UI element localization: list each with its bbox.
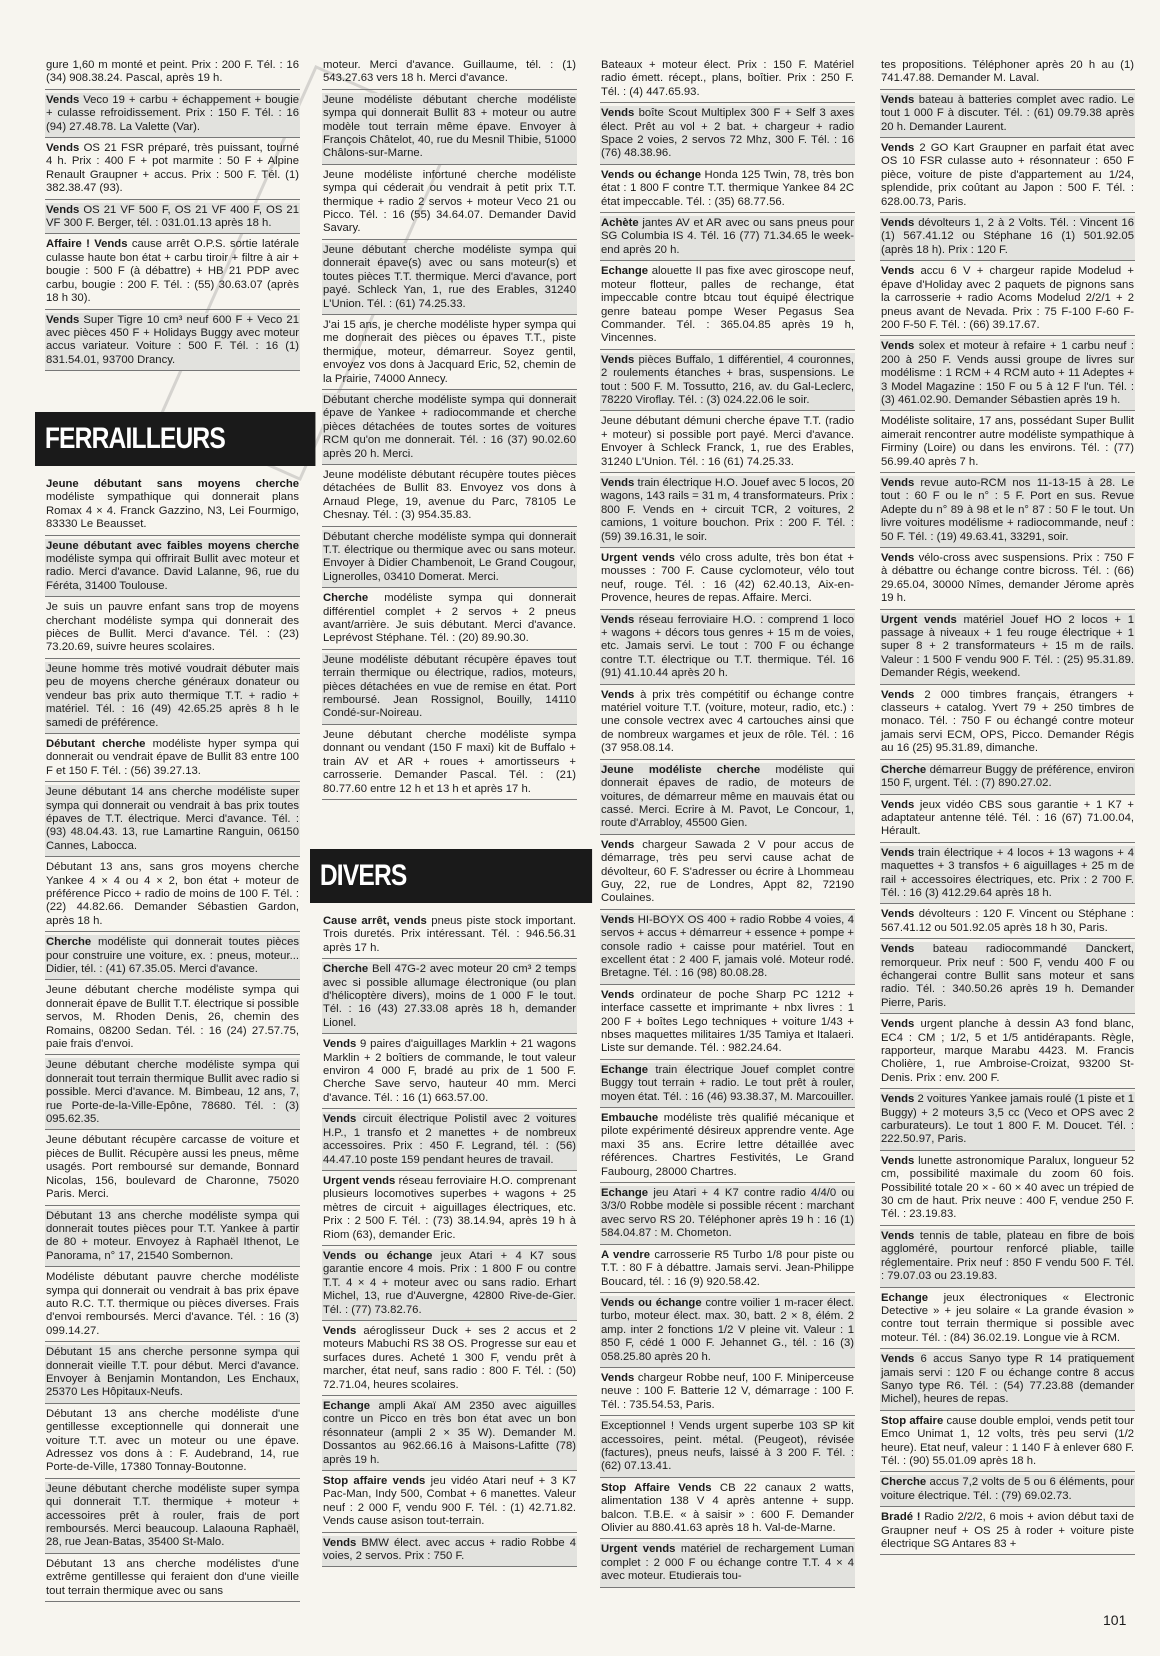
classified-ad bbox=[45, 983, 300, 1055]
ad-text: Bell 47G-2 avec moteur 20 cm³ 2 temps avec si possible allumage électronique (ou plan d'hélicoptère divers), moins de 1 000 F le tout. Tél. : 16 (43) 27.33.08 après 18 h, demander Lionel. bbox=[323, 963, 576, 1029]
ad-heading: Vends bbox=[46, 203, 80, 216]
ad-text: Débutant cherche modéliste sympa qui donnerait T.T. électrique ou thermique avec ou sans moteur. Envoyer à Didier Chambenoit, Le Grand Cougour, Lignerolles, 03410 Domerat. Merci. bbox=[323, 530, 576, 583]
ad-text: Jeune modéliste débutant récupère épaves tout terrain thermique ou électrique, radios, moteurs, pièces détachées en vue de remise en état. Port remboursé. Jean Rossignol, Bouilly, 14110 Condé-sur-Noireau. bbox=[323, 653, 576, 720]
ad-text: boîte Scout Multiplex 300 F + Self 3 axes élect. Prêt au vol + 2 bat. + chargeur + radio Space 2 voies, 2 servos 72 Mhz, 300 F. Tél. : 16 (76) 48.38.96. bbox=[601, 107, 854, 160]
section-heading-divers: DIVERS bbox=[310, 849, 592, 903]
ad-heading: Vends bbox=[46, 142, 80, 155]
classified-ad bbox=[45, 1209, 300, 1268]
ad-heading: Débutant cherche bbox=[46, 737, 146, 750]
ad-heading: Vends bbox=[323, 1536, 357, 1549]
classified-ad bbox=[880, 1092, 1135, 1151]
ad-text: vélo-cross avec suspensions. Prix : 750 F à débattre ou échange contre bicross. Tél. : (66) 29.65.04, 30000 Nîmes, demander Jérome après 19 h. bbox=[881, 552, 1134, 605]
ad-text: Jeune homme très motivé voudrait débuter mais peu de moyens cherche généraux donateur ou vendeur bas prix auto thermique T.T. + radio + matériel. Tél. : 16 (49) 42.65.25 après 8 h le samedi de préférence. bbox=[46, 662, 299, 729]
ad-text: 2 000 timbres français, étrangers + classeurs + catalog. Yvert 79 + 250 timbres de monaco. Tél. : 750 F ou échangé contre moteur jamais servi ECM, OPS, Picco. Demander Régis au 16 (25) 95.31.89, dimanche. bbox=[881, 688, 1134, 755]
classified-ad bbox=[600, 476, 855, 548]
ad-text: train électrique + 4 locos + 13 wagons + 4 maquettes + 3 transfos + 6 aiguillages + 25 m de rail + accessoires électriques, etc. Prix : 2 700 F. Tél. : 16 (3) 412.29.64 après 18 h. bbox=[881, 846, 1134, 899]
classified-ad bbox=[880, 1510, 1135, 1555]
ad-text: contre voilier 1 m-racer élect. turbo, moteur élect. max. 30, batt. 2 × 8, élém. 2 amp. inter 2 fonctions 1/2 V pleine vit. Valeur : 1 850 F, cédé 1 000 F. Jehannet G., tél. : 16 (3) 058.25.80 après 20 h. bbox=[601, 1296, 854, 1363]
ad-text: lunette astronomique Paralux, longueur 52 cm, possibilité maximale du zoom 60 fois. Possibilité totale 20 × - 60 × 40 avec un trépied de 30 cm de haut. Prix neuve : 400 F, vendue 250 F. Tél. : 23.19.83. bbox=[881, 1154, 1134, 1221]
classified-ad bbox=[322, 318, 577, 390]
classified-ad bbox=[880, 264, 1135, 336]
classified-ad bbox=[322, 728, 577, 800]
ad-text: train électrique H.O. Jouef avec 5 locos, 20 wagons, 143 rails = 31 m, 4 transformateurs. Prix : 800 F. Vends en + circuit TCR, 2 voitures, 2 camions, 1 voiture bouchon. Prix : 200 F. Tél. : (59) 39.16.31, le soir. bbox=[601, 476, 854, 543]
classified-ad bbox=[322, 1174, 577, 1246]
ad-heading: Urgent vends bbox=[601, 552, 675, 564]
ad-text: modéliste très qualifié mécanique et pilote expérimenté désireux apprendre vente. Age maxi 35 ans. Ecrire lettre détaillée avec références. Chartres Festivités, Le Grand Faubourg, 28000 Chartres. bbox=[601, 1112, 854, 1178]
ad-heading: Vends bbox=[881, 1154, 915, 1167]
ad-heading: Vends bbox=[323, 1113, 357, 1126]
ad-heading: Vends ou échange bbox=[601, 1296, 702, 1309]
ad-heading: Urgent vends bbox=[323, 1174, 396, 1187]
classified-ad bbox=[600, 216, 855, 261]
classified-ad bbox=[45, 93, 300, 138]
classified-ad bbox=[322, 1112, 577, 1171]
classified-ad bbox=[322, 393, 577, 465]
classified-ad bbox=[45, 1270, 300, 1342]
ad-text: gure 1,60 m monté et peint. Prix : 200 F. Tél. : 16 (34) 908.38.24. Pascal, après 19 h. bbox=[46, 59, 299, 85]
ad-text: 2 voitures Yankee jamais roulé (1 piste et 1 Buggy) + 2 moteurs 3,5 cc (Veco et OPS avec 2 carburateurs). Le tout 1 800 F. M. Doucet. Tél. : 222.50.97, Paris. bbox=[881, 1093, 1134, 1146]
classified-ad bbox=[45, 313, 300, 372]
ad-text: Modéliste débutant pauvre cherche modéliste sympa qui donnerait ou vendrait à bas prix épave auto R.C. T.T. thermique ou pièces diverses. Frais d'envoi remboursés. Merci d'avance. Tél. : 16 (3) 099.14.27. bbox=[46, 1271, 299, 1337]
column-1-bottom bbox=[45, 477, 300, 1605]
ad-heading: Cherche bbox=[881, 763, 927, 776]
classified-ad bbox=[322, 1536, 577, 1568]
ad-text: CB 22 canaux 2 watts, alimentation 138 V 4 après antenne + supp. balcon. T.B.E. « à saisir » : 600 F. Demander Olivier au 880.41.63 après 18 h. Val-de-Marne. bbox=[601, 1481, 854, 1534]
ad-heading: Embauche bbox=[601, 1112, 659, 1125]
ad-heading: Cherche bbox=[46, 936, 92, 949]
ad-text: Jeune débutant cherche modéliste super sympa qui donnerait T.T. thermique + moteur + accessoires prêt à rouler, frais de port remboursés. Merci beaucoup. Lalaouna Raphaël, 28, rue Jean-Batas, 35400 St-Malo. bbox=[46, 1482, 299, 1549]
ad-text: dévolteurs 1, 2 à 2 Volts. Tél. : Vincent 16 (1) 567.41.12 ou Stéphane 16 (1) 501.92.05 (après 18 h). Prix : 120 F. bbox=[881, 217, 1134, 256]
classified-ad bbox=[880, 942, 1135, 1014]
classified-ad bbox=[600, 1186, 855, 1245]
ad-text: Jeune débutant démuni cherche épave T.T. (radio + moteur) si possible port payé. Merci d'avance. Envoyer à Schleck Franck, 1, rue des Erables, 31240 L'Union. Tél. : 16 (61) 74.25.33. bbox=[601, 415, 854, 468]
ad-text: modéliste hyper sympa qui donnerait ou vendrait épave de Bullit 83 entre 100 F et 150 F. Tél. : (56) 39.27.13. bbox=[46, 737, 299, 777]
classified-ad bbox=[322, 591, 577, 650]
classified-ad bbox=[600, 1063, 855, 1108]
classified-ad bbox=[45, 1482, 300, 1554]
ad-text: 2 GO Kart Graupner en parfait état avec OS 10 FSR culasse auto + résonnateur : 650 F pièce, voiture de piste d'appartement au 1/24, splendide, prix coûtant au Japon : 500 F. Tél. : 628.00.73, Paris. bbox=[881, 142, 1134, 208]
classified-ad bbox=[880, 688, 1135, 760]
classified-ad bbox=[880, 1352, 1135, 1411]
ad-heading: Vends bbox=[601, 913, 635, 926]
ad-heading: Cherche bbox=[323, 963, 369, 976]
classified-ad bbox=[322, 530, 577, 589]
classified-ad bbox=[880, 551, 1135, 610]
classified-ad bbox=[880, 1475, 1135, 1507]
classified-ad bbox=[45, 1557, 300, 1602]
classified-ad bbox=[600, 58, 855, 103]
classified-ad bbox=[322, 58, 577, 90]
ad-text: Débutant 13 ans cherche modéliste sympa qui donnerait toutes pièces pour T.T. Yankee à partir de 80 + moteur. Envoyez à Raphaël Ithenot, Le Panorama, n° 17, 21540 Sombernon. bbox=[46, 1209, 299, 1262]
classified-ad bbox=[600, 551, 855, 610]
ad-text: chargeur Robbe neuf, 100 F. Miniperceuse neuve : 100 F. Batterie 12 V, démarrage : 100 F. Tél. : 735.54.53, Paris. bbox=[601, 1371, 854, 1411]
ad-text: jeu Atari + 4 K7 contre radio 4/4/0 ou 3/3/0 Robbe modèle si possible récent : marchant avec servo RS 20. Téléphoner après 19 h : 16 (1) 584.04.87 : M. Chometon. bbox=[601, 1187, 854, 1240]
classified-ad bbox=[45, 737, 300, 782]
ad-text: carrosserie R5 Turbo 1/8 pour piste ou T.T. : 80 F à débattre. Jamais servi. Jean-Philippe Boucard, tél. : 16 (9) 920.58.42. bbox=[601, 1248, 854, 1288]
ad-heading: Vends bbox=[881, 340, 915, 353]
ad-heading: Vends bbox=[601, 838, 635, 851]
ad-heading: Stop affaire bbox=[881, 1414, 944, 1427]
ad-text: BMW élect. avec accus + radio Robbe 4 voies, 2 servos. Prix : 750 F. bbox=[323, 1536, 576, 1563]
classified-ad bbox=[600, 1419, 855, 1478]
ad-heading: Affaire ! Vends bbox=[46, 238, 128, 251]
ad-text: urgent planche à dessin A3 fond blanc, EC4 : CM ; 1/2, 5 et 1/5 antidérapants. Règle, rapporteur, marque Marabu 4423. M. Francis Cholière, 1, rue Ambroise-Croizat, 93200 St-Denis. Prix : env. 200 F. bbox=[881, 1018, 1134, 1084]
classified-ad bbox=[600, 1371, 855, 1416]
classified-ad bbox=[600, 688, 855, 760]
classified-ad bbox=[322, 962, 577, 1034]
ad-text: train électrique Jouef complet contre Buggy tout terrain + radio. Le tout prêt à rouler, moyen état. Tél. : 16 (46) 93.38.37, M. Marcouiller. bbox=[601, 1063, 854, 1103]
ad-text: Débutant 13 ans, sans gros moyens cherche Yankee 4 × 4 ou 4 × 2, bon état + moteur de préférence Picco + radio de moins de 100 F. Tél. : (22) 44.82.66. Demander Sébastien Gardon, après 18 h. bbox=[46, 861, 299, 927]
classified-ad bbox=[600, 988, 855, 1060]
ad-heading: Vends bbox=[881, 1353, 915, 1366]
ad-text: modéliste sympa qui offrirait Bullit avec moteur et radio. Merci d'avance. David Lalanne, 96, rue du Féréta, 31400 Toulouse. bbox=[46, 553, 299, 592]
ad-heading: Vends bbox=[601, 476, 635, 489]
classified-ad bbox=[600, 1481, 855, 1540]
classified-ad bbox=[322, 468, 577, 527]
ad-heading: Stop affaire vends bbox=[323, 1475, 426, 1488]
ad-heading: Cherche bbox=[881, 1476, 927, 1489]
classified-ad bbox=[880, 1414, 1135, 1473]
classified-ad bbox=[880, 93, 1135, 138]
ad-text: Modéliste solitaire, 17 ans, possédant Super Bullit aimerait rencontrer autre modéliste sympathique à Firminy (Loire) ou dans les environs. Tél. : (77) 56.99.40 après 7 h. bbox=[881, 415, 1134, 468]
ad-heading: Vends bbox=[881, 798, 915, 811]
ad-text: Honda 125 Twin, 78, très bon état : 1 800 F contre T.T. thermique Yankee 84 2C état impeccable. Tél. : (35) 68.77.56. bbox=[601, 168, 854, 208]
classified-ad bbox=[600, 838, 855, 910]
classified-ad bbox=[45, 1345, 300, 1404]
ad-text: ordinateur de poche Sharp PC 1212 + interface cassette et imprimante + nbx livres : 1 200 F + boîtes Lego techniques + voiture 1/43 + nbses maquettes militaires 1/35 Tamiya et Italaeri. Liste sur demande. Tél. : 982.24.64. bbox=[601, 988, 854, 1055]
column-2-bottom bbox=[322, 914, 577, 1570]
ad-heading: Urgent vends bbox=[601, 1543, 676, 1556]
ad-text: vélo cross adulte, très bon état + mousses : 700 F. Cause cyclomoteur, vélo tout neuf, rouge. Tél. : 16 (42) 62.40.13, Aix-en-Provence, heures de repas. Affaire. Merci. bbox=[601, 552, 854, 605]
ad-heading: Jeune modéliste cherche bbox=[601, 763, 761, 776]
classified-ad bbox=[600, 168, 855, 213]
ad-heading: Jeune débutant avec faibles moyens cherche bbox=[46, 539, 299, 552]
classified-ad bbox=[322, 168, 577, 240]
ad-text: accu 6 V + chargeur rapide Modelud + épave d'Holiday avec 2 paquets de pignons sans la carrosserie + radio Acoms Modelud 2/2/1 + 2 pneus avant de Nevada. Prix : 75 F-100 F-60 F-200 F-50 F. Tél. : (66) 39.17.67. bbox=[881, 265, 1134, 331]
ad-heading: Vends bbox=[601, 1371, 635, 1384]
classified-ad bbox=[880, 763, 1135, 795]
ad-heading: Stop Affaire Vends bbox=[601, 1481, 712, 1494]
ad-text: jantes AV et AR avec ou sans pneus pour SG Columbia IS 4. Tél. 16 (77) 71.34.65 le week-end après 20 h. bbox=[601, 217, 854, 256]
section-heading-ferrailleurs: FERRAILLEURS bbox=[35, 412, 315, 466]
ad-text: pièces Buffalo, 1 différentiel, 4 couronnes, 2 roulements étanches + bras, suspensions. Le tout : 500 F. M. Tossutto, 216, av. du Gal-Leclerc, 78220 Viroflay. Tél. : (3) 024.22.06 le soir. bbox=[601, 353, 854, 406]
ad-text: HI-BOYX OS 400 + radio Robbe 4 voies, 4 servos + accus + démarreur + essence + pompe + console radio + caisse pour matériel. Tout en excellent état : 2 400 F, jamais volé. Moteur rodé. Bretagne. Tél. : 16 (98) 80.08.28. bbox=[601, 913, 854, 980]
ad-text: aéroglisseur Duck + ses 2 accus et 2 moteurs Mabuchi RS 38 OS. Progresse sur eau et surfaces dures. Acheté 1 300 F, vendu prêt à marcher, état neuf, sans radio : 800 F. Tél. : (50) 72.71.04, heures scolaires. bbox=[323, 1324, 576, 1391]
ad-heading: Vends ou échange bbox=[601, 168, 702, 181]
classified-ad bbox=[45, 58, 300, 90]
classified-ad bbox=[45, 785, 300, 857]
classified-ad bbox=[45, 539, 300, 598]
ad-text: Jeune débutant 14 ans cherche modéliste super sympa qui donnerait ou vendrait à bas prix toutes épaves de T.T. électrique. Merci d'avance. Tél. : (93) 48.04.43. 13, rue Lamartine Ranguin, 06150 Cannes, Labocca. bbox=[46, 786, 299, 852]
ad-heading: Bradé ! bbox=[881, 1511, 921, 1524]
ad-text: Veco 19 + carbu + échappement + bougie + culasse refroidissement. Prix : 150 F. Tél. : 16 (94) 27.48.78. La Valette (Var). bbox=[46, 93, 299, 133]
classified-ad bbox=[45, 600, 300, 659]
ad-heading: Cherche bbox=[323, 592, 369, 605]
classified-ad bbox=[880, 58, 1135, 90]
ad-text: Débutant cherche modéliste sympa qui donnerait épave de Yankee + radiocommande et cherche pièces détachées de toutes sortes de voitures RCM qu'on me donnerait. Tél. : 16 (37) 90.02.60 après 20 h. Merci. bbox=[323, 393, 576, 460]
column-3 bbox=[600, 58, 855, 1591]
ad-heading: Vends bbox=[46, 313, 80, 326]
classified-ad bbox=[600, 106, 855, 165]
ad-text: 6 accus Sanyo type R 14 pratiquement jamais servi : 120 F ou échange contre 8 accus Sanyo type R6. Tél. : (54) 77.23.88 (demander Michel), heures de repas. bbox=[881, 1353, 1134, 1406]
classified-ad bbox=[45, 860, 300, 932]
ad-text: J'ai 15 ans, je cherche modéliste hyper sympa qui me donnerait des pièces ou épaves T.T., piste thermique, moteur, démarreur. Soyez gentil, envoyez vos dons à Jacquard Eric, 52, chemin de la Prairie, 74000 Annecy. bbox=[323, 318, 576, 385]
classified-ad bbox=[322, 1474, 577, 1533]
ad-heading: Vends bbox=[601, 613, 635, 626]
column-1-top bbox=[45, 58, 300, 374]
ad-text: Jeune débutant cherche modéliste sympa donnant ou vendant (150 F maxi) kit de Buffalo + train AV et AR + roues + amortisseurs + carrosserie. Demander Pascal. Tél. : (21) 80.77.60 entre 12 h et 13 h et après 17 h. bbox=[323, 728, 576, 795]
ad-heading: Cause arrêt, vends bbox=[323, 915, 427, 927]
ad-heading: Vends bbox=[881, 1018, 915, 1031]
ad-text: modéliste qui donnerait toutes pièces pour construire une voiture, ex. : pneus, moteur... Didier, tél. : (41) 67.35.05. Merci d'avance. bbox=[46, 936, 299, 975]
ad-text: Jeune débutant cherche modéliste sympa qui donnerait épave(s) avec ou sans moteur(s) et toutes pièces T.T. thermique. Merci d'avance, port payé. Schleck Yan, 1, rue des Erables, 31240 L'Union. Tél. : (61) 74.25.33. bbox=[323, 243, 576, 310]
classified-ad bbox=[880, 798, 1135, 843]
ad-heading: Vends bbox=[881, 846, 915, 859]
ad-heading: Jeune débutant sans moyens cherche bbox=[46, 478, 299, 490]
ad-text: Débutant 13 ans cherche modélistes d'une extrême gentillesse qui feraient don d'une vieille tout terrain thermique avec ou sans bbox=[46, 1557, 299, 1597]
ad-text: moteur. Merci d'avance. Guillaume, tél. : (1) 543.27.63 vers 18 h. Merci d'avance. bbox=[323, 59, 576, 85]
ad-text: matériel de rechargement Luman complet : 2 000 F ou échange contre T.T. 4 × 4 avec moteur. Etudierais tou- bbox=[601, 1543, 854, 1583]
ad-text: alouette II pas fixe avec giroscope neuf, moteur flotteur, palles de rechange, état impeccable contre btcau tout équipé électrique genre bateau pompe Weser Pegasus Sea Commander. Tél. : 365.04.85 après 19 h, Vincennes. bbox=[601, 265, 854, 345]
classified-ad bbox=[880, 141, 1135, 213]
column-2-top bbox=[322, 58, 577, 803]
ad-heading: Vends bbox=[881, 552, 915, 564]
ad-text: jeu vidéo Atari neuf + 3 K7 Pac-Man, Indy 500, Combat + 6 manettes. Valeur neuf : 2 000 F, vendu 900 F. Tél. : (1) 42.71.82. Vends cause asison tout-terrain. bbox=[323, 1475, 577, 1528]
classified-ad bbox=[45, 237, 300, 309]
ad-text: bateau radiocommandé Danckert, remorqueur. Prix neuf : 500 F, vendu 400 F ou échangerai contre Bullit sans moteur et sans radio. Tél. : 340.50.26 après 19 h. Demander Pierre, Paris. bbox=[881, 943, 1134, 1009]
classified-ad bbox=[322, 653, 577, 725]
ad-text: Débutant 15 ans cherche personne sympa qui donnerait vieille T.T. pour début. Merci d'avance. Envoyer à Benjamin Montandon, Les Enchaux, 25370 Les Hôpitaux-Neufs. bbox=[46, 1346, 299, 1399]
ad-text: Radio 2/2/2, 6 mois + avion début taxi de Graupner neuf + OS 25 à roder + voiture piste électrique SG Antares 83 + bbox=[881, 1511, 1134, 1550]
classified-ad bbox=[880, 1229, 1135, 1288]
ad-heading: A vendre bbox=[601, 1248, 651, 1261]
classified-ad bbox=[600, 414, 855, 473]
ad-text: Jeune modéliste infortuné cherche modéliste sympa qui céderait ou vendrait à petit prix T.T. thermique + radio 2 servos + moteur Veco 21 ou Picco. Tél. : 16 (55) 34.64.07. Demander David Savary. bbox=[323, 168, 576, 235]
ad-text: Jeune modéliste débutant cherche modéliste sympa qui donnerait Bullit 83 + moteur ou autre modèle tout terrain même épave. Envoyer à François Châtelot, 40, rue du Mesnil Thibie, 51000 Châlons-sur-Marne. bbox=[323, 93, 576, 160]
classified-ad bbox=[600, 353, 855, 412]
classified-ad bbox=[45, 1058, 300, 1130]
classified-ad bbox=[880, 907, 1135, 939]
ad-text: modéliste sympa qui donnerait différentiel complet + 2 servos + 2 pneus avant/arrière. Je suis débutant. Merci d'avance. Leprévost Stéphane. Tél. : (20) 89.90.30. bbox=[323, 592, 576, 645]
classified-ad bbox=[600, 613, 855, 685]
ad-text: ampli Akaï AM 2350 avec aiguilles contre un Picco en très bon état avec un bon résonnateur (ampli 2 × 35 W). Demander M. Dossantos au 962.66.16 à Maisons-Lafitte (78) après 19 h. bbox=[323, 1400, 576, 1466]
classified-ad bbox=[600, 763, 855, 835]
ad-text: Super Tigre 10 cm³ neuf 600 F + Veco 21 avec pièces 450 F + Holidays Buggy avec moteur accus variateur. Voiture : 500 F. Tél. : 16 (1) 831.54.01, 93700 Drancy. bbox=[46, 313, 299, 366]
ad-heading: Vends bbox=[323, 1324, 357, 1337]
ad-text: modéliste sympathique qui donnerait plans Romax 4 × 4. Franck Gazzino, N3, Lei Fourmigo, 83330 Le Beausset. bbox=[46, 491, 299, 531]
ad-heading: Vends bbox=[881, 943, 915, 956]
ad-heading: Echange bbox=[601, 1063, 649, 1076]
classified-ad bbox=[322, 914, 577, 959]
ad-text: jeux vidéo CBS sous garantie + 1 K7 + adaptateur antenne télé. Tél. : 16 (67) 71.00.04, Hérault. bbox=[881, 798, 1134, 838]
ad-text: à prix très compétitif ou échange contre matériel voiture T.T. (voiture, moteur, radio, etc.) : une console vectrex avec 4 cartouches ainsi que de nombreux wargames et jeux de rôle. Tél. : 16 (37 958.08.14. bbox=[601, 688, 854, 755]
ad-heading: Echange bbox=[601, 265, 649, 278]
classified-ad bbox=[45, 141, 300, 200]
ad-text: Jeune débutant récupère carcasse de voiture et pièces de Bullit. Récupère aussi les pneus, même usagés. Port remboursé sur demande, Bonnard Nicolas, 156, boulevard de Charonne, 75020 Paris. Merci. bbox=[46, 1134, 299, 1201]
ad-heading: Vends bbox=[881, 688, 915, 701]
ad-heading: Vends bbox=[881, 142, 915, 155]
ad-heading: Achète bbox=[601, 217, 639, 230]
classified-ad bbox=[880, 476, 1135, 548]
ad-text: Je suis un pauvre enfant sans trop de moyens cherchant modéliste sympa qui donnerait des pièces de Bullit. Merci d'avance. Tél. : (23) 73.20.69, suivre heures scolaires. bbox=[46, 601, 299, 654]
ad-text: Bateaux + moteur élect. Prix : 150 F. Matériel radio émett. récept., plans, boîtier. Prix : 250 F. Tél. : (4) 447.65.93. bbox=[601, 59, 854, 98]
classified-ad bbox=[880, 613, 1135, 685]
classified-ad bbox=[322, 1037, 577, 1109]
classified-ad bbox=[880, 339, 1135, 411]
ad-text: matériel Jouef HO 2 locos + 1 passage à niveaux + 1 feu rouge électrique + 1 super 8 + 2 transformateurs + 15 m de rails. Valeur : 1 500 F vendu 900 F. Tél. : (25) 95.31.89. Demander Régis, weekend. bbox=[881, 613, 1134, 680]
ad-heading: Vends bbox=[601, 107, 635, 120]
ad-text: Exceptionnel ! Vends urgent superbe 103 SP kit accessoires, peint. métal. (Peugeot), révisée (factures), pneus neufs, laissé à 3 200 F. Tél. : (62) 07.13.41. bbox=[601, 1420, 854, 1473]
classified-ad bbox=[600, 1248, 855, 1293]
ad-heading: Echange bbox=[881, 1291, 929, 1304]
classified-ad bbox=[45, 662, 300, 734]
ad-text: cause arrêt O.P.S. sortie latérale culasse haute bon état + carbu tiroir + filtre à air + bougie : 500 F (à débattre) + HB 21 PDP avec carbu, bougie : 200 F. Tél. : (55) 30.63.07 (après 18 h 30). bbox=[46, 238, 299, 305]
ad-text: tennis de table, plateau en fibre de bois aggloméré, pourtour renforcé pliable, taille réglementaire. Prix neuf : 850 F vendu 500 F. Tél. : 79.07.03 ou 23.19.83. bbox=[881, 1229, 1134, 1283]
classified-ad bbox=[322, 93, 577, 165]
classified-ad bbox=[600, 1111, 855, 1183]
ad-text: modéliste qui donnerait épaves de radio, de moteurs de voitures, de démarreur même en mauvais état ou cassé. Merci. Ecrire à M. Pavot, Le Concour, 1, route d'Arrabloy, 45500 Gien. bbox=[601, 763, 854, 830]
ad-heading: Vends bbox=[601, 688, 635, 701]
ad-heading: Vends bbox=[881, 1229, 915, 1242]
classified-ad bbox=[45, 477, 300, 536]
classified-ad bbox=[600, 913, 855, 985]
ad-text: Débutant 13 ans cherche modéliste d'une gentillesse exceptionnelle qui donnerait une voiture T.T. avec un moteur ou une épave. Adressez vos dons à : F. Audebrand, 14, rue Porte-de-Ville, 17380 Tonnay-Boutonne. bbox=[46, 1407, 299, 1474]
ad-heading: Echange bbox=[601, 1187, 649, 1200]
classified-ad bbox=[322, 1399, 577, 1471]
classified-ad bbox=[322, 243, 577, 315]
ad-text: solex et moteur à refaire + 1 carbu neuf : 200 à 250 F. Vends aussi groupe de livres sur modélisme : 1 RCM + 4 RCM auto + 11 Adeptes + 3 Model Magazine : 150 F ou 5 à 12 F l'un. Tél. : (3) 461.02.90. Demander Sébastien après 19 h. bbox=[881, 340, 1134, 406]
ad-heading: Vends ou échange bbox=[323, 1249, 433, 1262]
ad-text: jeux électroniques « Electronic Detective » + jeu solaire « La grande évasion » contre tout terrain thermique si possible avec moteur. Tél. : (84) 36.02.19. Longue vie à RCM. bbox=[881, 1291, 1134, 1344]
ad-heading: Vends bbox=[601, 353, 635, 366]
ad-heading: Vends bbox=[323, 1038, 357, 1051]
column-4 bbox=[880, 58, 1135, 1558]
ad-text: jeux Atari + 4 K7 sous garantie encore 4 mois. Prix : 1 800 F ou contre T.T. 4 × 4 + moteur avec ou sans radio. Erhart Michel, 13, rue d'Auvergne, 42800 Rive-de-Gier. Tél. : (77) 73.82.76. bbox=[323, 1249, 576, 1316]
ad-heading: Vends bbox=[881, 265, 915, 278]
classified-ad bbox=[45, 203, 300, 235]
ad-text: chargeur Sawada 2 V pour accus de démarrage, très peu servi cause achat de dévolteur, 60 F. S'adresser ou écrire à Lhommeau Guy, 22, rue de Londres, Appt 82, 72190 Coulaines. bbox=[601, 838, 854, 905]
ad-heading: Vends bbox=[601, 988, 635, 1001]
classified-ad bbox=[600, 1296, 855, 1368]
classified-ad bbox=[600, 264, 855, 349]
classified-ad bbox=[45, 935, 300, 980]
classified-ad bbox=[322, 1324, 577, 1396]
ad-text: dévolteurs : 120 F. Vincent ou Stéphane : 567.41.12 ou 501.92.05 après 18 h 30, Paris. bbox=[881, 908, 1134, 934]
ad-text: accus 7,2 volts de 5 ou 6 éléments, pour voiture électrique. Tél. : (79) 69.02.73. bbox=[881, 1476, 1134, 1502]
ad-text: bateau à batteries complet avec radio. Le tout 1 000 F à discuter. Tél. : (61) 09.79.38 après 20 h. Demander Laurent. bbox=[881, 93, 1134, 133]
ad-text: tes propositions. Téléphoner après 20 h au (1) 741.47.88. Demander M. Laval. bbox=[881, 59, 1134, 85]
ad-heading: Vends bbox=[881, 1093, 915, 1106]
ad-heading: Vends bbox=[46, 93, 80, 106]
classified-ad bbox=[880, 216, 1135, 261]
page-number: 101 bbox=[1103, 1612, 1127, 1628]
classified-ad bbox=[880, 846, 1135, 905]
ad-heading: Vends bbox=[881, 217, 915, 230]
ad-text: démarreur Buggy de préférence, environ 150 F, urgent. Tél. : (7) 890.27.02. bbox=[881, 763, 1134, 790]
ad-text: Jeune débutant cherche modéliste sympa qui donnerait tout terrain thermique Bullit avec radio si possible. Merci d'avance. M. Bimbeau, 12 ans, 7, rue Porte-de-la-Ville-Epône, 78680. Tél. : (3) 095.62.35. bbox=[46, 1059, 299, 1126]
ad-text: revue auto-RCM nos 11-13-15 à 28. Le tout : 60 F ou le n° : 5 F. Port en sus. Revue Adepte du n° 89 à 98 et le n° 87 : 50 F le tout. Un livre voitures modélisme + radiocommande, neuf : 50 F. Tél. : (19) 49.63.41, 33291, soir. bbox=[881, 476, 1134, 543]
ad-text: pneus piste stock important. Trois duretés. Prix intéressant. Tél. : 946.56.31 après 17 h. bbox=[323, 915, 576, 954]
ad-text: OS 21 VF 500 F, OS 21 VF 400 F, OS 21 VF 300 F. Berger, tél. : 031.01.13 après 18 h. bbox=[46, 203, 299, 230]
classified-ad bbox=[880, 1291, 1135, 1350]
classified-ad bbox=[45, 1133, 300, 1205]
ad-text: circuit électrique Polistil avec 2 voitures H.P., 1 transfo et 2 manettes + de nombreux accessoires. Prix : 450 F. Legrand, tél. : (56) 44.47.10 poste 159 pendant heures de travail. bbox=[323, 1113, 576, 1166]
ad-heading: Vends bbox=[881, 93, 915, 106]
ad-text: réseau ferroviaire H.O. comprenant plusieurs locomotives superbes + wagons + 25 mètres de circuit + aiguillages électriques, etc. Prix : 2 500 F. Tél. : (73) 38.14.94, après 19 h à Riom (63), demander Eric. bbox=[323, 1174, 576, 1241]
ad-text: réseau ferroviaire H.O. : comprend 1 loco + wagons + décors tous genres + 15 m de voies, etc. Jamais servi. Le tout : 700 F ou échange contre T.T. électrique ou T.T. thermique. Tél. 16 (91) 41.10.44 après 20 h. bbox=[601, 613, 854, 680]
classified-ad bbox=[880, 1017, 1135, 1089]
classified-ad bbox=[45, 1407, 300, 1479]
ad-heading: Echange bbox=[323, 1400, 371, 1412]
classified-ad bbox=[880, 414, 1135, 473]
ad-text: OS 21 FSR préparé, très puissant, tourné 4 h. Prix : 400 F + pot marmite : 50 F + Alpine Renault Graupner + accus. Prix : 500 F. Tél. (1) 382.38.47 (93). bbox=[46, 142, 299, 195]
ad-heading: Vends bbox=[881, 476, 915, 489]
ad-text: cause double emploi, vends petit tour Emco Unimat 1, 12 volts, très peu servi (1/2 heure). Etat neuf, valeur : 1 140 F à enlever 680 F. Tél. : (90) 55.01.09 après 18 h. bbox=[881, 1414, 1134, 1467]
ad-text: Jeune débutant cherche modéliste sympa qui donnerait épave de Bullit T.T. électrique si possible servos, M. Rhoden Denis, 26, chemin des Romains, 08200 Sedan. Tél. : 16 (24) 27.57.75, paie frais d'envoi. bbox=[46, 984, 299, 1051]
classified-ad bbox=[600, 1542, 855, 1587]
ad-text: 9 paires d'aiguillages Marklin + 21 wagons Marklin + 2 boîtiers de commande, le tout valeur environ 4 000 F, bradé au prix de 1 500 F. Cherche Save servo, hauteur 40 mm. Merci d'avance. Tél. : 16 (1) 663.57.00. bbox=[323, 1038, 576, 1104]
ad-heading: Vends bbox=[881, 908, 915, 921]
classified-ad bbox=[322, 1249, 577, 1321]
ad-heading: Urgent vends bbox=[881, 613, 957, 626]
ad-text: Jeune modéliste débutant récupère toutes pièces détachées de Bullit 83. Envoyez vos dons à Arnaud Plege, 19, avenue du Parc, 78105 Le Chesnay. Tél. : (3) 954.35.83. bbox=[323, 468, 576, 522]
classified-ad bbox=[880, 1154, 1135, 1226]
